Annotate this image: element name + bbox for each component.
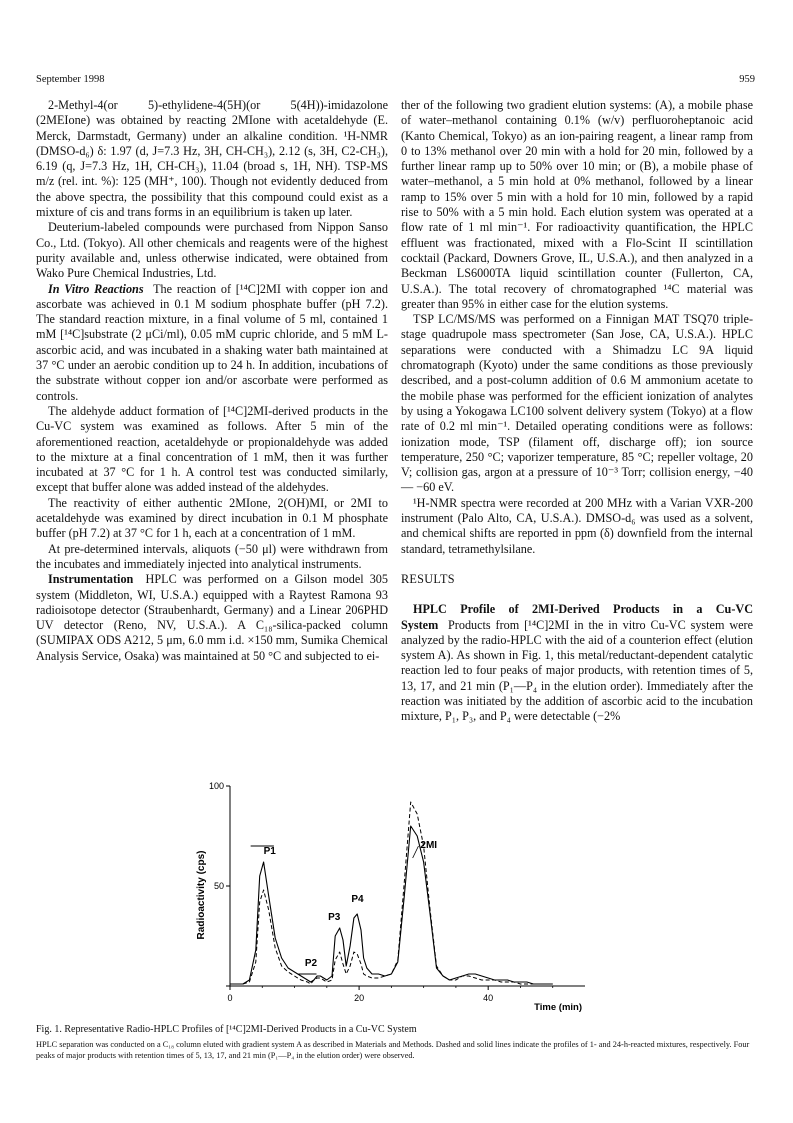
figure-caption — [36, 1024, 758, 1061]
section-heading-results: RESULTS — [401, 571, 455, 586]
x-ticks — [227, 986, 552, 1003]
paragraph: Deuterium-labeled compounds were purchased from Nippon Sanso Co., Ltd. (Tokyo). All other chemicals and reagents were of the highest purity available and, unless otherwise indicated, were obtained from Wako Pure Chemical Industries, Ltd. — [36, 220, 388, 281]
x-tick-label: 40 — [483, 993, 494, 1003]
x-tick-label: 20 — [354, 993, 365, 1003]
paragraph: The reactivity of either authentic 2MIone, 2(OH)MI, or 2MI to acetaldehyde was examined by direct incubation in 0.1 M phosphate buffer (pH 7.2) at 37 °C for 1 h, each at a concentration of 1 mM. — [36, 495, 388, 541]
y-axis-label: Radioactivity (cps) — [196, 850, 207, 940]
running-header-date: September 1998 — [36, 74, 105, 85]
paragraph — [36, 572, 388, 664]
paragraph: At pre-determined intervals, aliquots (−50 μl) were withdrawn from the incubates and immediately injected into analytical instruments. — [36, 541, 388, 571]
run-in-heading: Instrumentation — [48, 572, 134, 587]
caption-body: HPLC separation was conducted on a C₁₈ column eluted with gradient system A as described in Materials and Methods. Dashed and solid lines indicate the profiles of 1- and 24-h-reacted mixtures, respectively. Four peaks of major products with retention times of 5, 13, 17, and 21 min (P₁—P₄ in the elution order) were observed. — [36, 1040, 750, 1060]
paragraph: 2-Methyl-4(or 5)-ethylidene-4(5H)(or 5(4H))-imidazolone (2MEIone) was obtained by reacting 2MIone with acetaldehyde (E. Merck, Darmstadt, Germany) under an alkaline condition. ¹H-NMR (DMSO-d₆) δ: 1.97 (d, J=7.3 Hz, 3H, CH-CH₃), 2.12 (s, 3H, C2-CH₃), 6.19 (q, J=7.3 Hz, 1H, CH-CH₃), 11.04 (broad s, 1H, NH). TSP-MS m/z (rel. int. %): 125 (MH⁺, 100). Though not evidently deduced from the above spectra, the possibility that this compound could exist as a mixture of cis and trans forms in an equilibrium is taken up later. — [36, 98, 388, 220]
left-text-column — [36, 98, 388, 664]
paragraph: The aldehyde adduct formation of [¹⁴C]2MI-derived products in the Cu-VC system was examined as follows. After 5 min of the aforementioned reaction, acetaldehyde or propionaldehyde was added to the mixture at a final concentration of 1 mM, then it was further incubated at 37 °C for 1 h. A control test was conducted similarly, except that buffer alone was added instead of the aldehydes. — [36, 403, 388, 495]
peak-label: P4 — [351, 894, 364, 905]
run-in-heading: In Vitro Reactions — [48, 281, 144, 296]
caption-title: Fig. 1. Representative Radio-HPLC Profiles of [¹⁴C]2MI-Derived Products in a Cu-VC System — [36, 1024, 417, 1035]
paragraph: ther of the following two gradient elution systems: (A), a mobile phase of water–methanol containing 0.1% (w/v) perfluoroheptanoic acid (Kanto Chemical, Tokyo) as an ion-pairing reagent, a linear ramp from 0 to 13% methanol over 20 min with a hold for 20 min, followed by a further linear ramp up to 50% over 10 min; or (B), a mobile phase of water–methanol, a 5 min hold at 0% methanol, followed by a linear ramp to 15% over 5 min with a hold for 10 min, followed by a rapid rise to 50% with a 5 min hold. Each elution system was operated at a flow rate of 1 ml min⁻¹. For radioactivity quantification, the HPLC effluent was fractionated, mixed with a Flo-Scint II scintillation cocktail (Packard, Downers Grove, IL, U.S.A.), and then analyzed in a Beckman LS6000TA liquid scintillation counter (Fullerton, CA, U.S.A.). The total recovery of chromatographed ¹⁴C material was greater than 95% in either case for the elution systems. — [401, 98, 753, 311]
peak-label: P2 — [304, 958, 318, 969]
paragraph-text: Products from [¹⁴C]2MI in the in vitro Cu-VC system were analyzed by the radio-HPLC with the aid of a counterion effect (elution system A). As shown in Fig. 1, this metal/reductant-dependent catalytic reaction led to four peaks of major products, with retention times of 5, 13, 17, and 21 min (P₁—P₄ in the elution order). Immediately after the reaction was initiated by the addition of ascorbic acid to the incubation mixture, P₁, P₃, and P₄ were detectable (−2% — [401, 617, 754, 724]
series-lines — [230, 802, 553, 984]
paragraph — [401, 602, 753, 724]
paragraph-text: The reaction of [¹⁴C]2MI with copper ion and ascorbate was achieved in 0.1 M sodium phosphate buffer (pH 7.2). The standard reaction mixture, in a final volume of 5 ml, contained 1 mM [¹⁴C]substrate (2 μCi/ml), 0.05 mM cupric chloride, and 5 mM L-ascorbic acid, and was incubated in a shaking water bath maintained at 37 °C under an aerobic condition up to 24 h. In addition, incubations of the substrate without copper ion and/or ascorbate were performed as controls. — [36, 281, 388, 403]
paragraph: TSP LC/MS/MS was performed on a Finnigan MAT TSQ70 triple-stage quadrupole mass spectrometer (San Jose, CA, U.S.A.). HPLC separations were conducted with a Shimadzu LC 9A liquid chromatograph (Kyoto) under the same conditions as those previously described, and a post-column addition of 0.6 M ammonium acetate to the mobile phase was performed for the efficient ionization of analytes by using a Yokogawa LC100 solvent delivery system (Tokyo) at a flow rate of 0.2 ml min⁻¹. Detailed operating conditions were as follows: ionization mode, TSP (filament off, discharge off); ion source temperature, 250 °C; vaporizer temperature, 85 °C; repeller voltage, 20 V; collision gas, argon at a pressure of 10⁻³ Torr; collision energy, −40— −60 eV. — [401, 312, 753, 495]
x-axis-label: Time (min) — [534, 1002, 582, 1013]
peak-pointer — [413, 846, 419, 858]
peak-annotations — [251, 840, 438, 974]
x-tick-label: 0 — [227, 993, 233, 1003]
paragraph — [36, 282, 388, 404]
y-tick-label: 100 — [208, 781, 224, 791]
paragraph-text: HPLC was performed on a Gilson model 305 system (Middleton, WI, U.S.A.) equipped with a Raytest Ramona 93 radioisotope detector (Straubenhardt, Germany) and a Linear 206PHD UV detector (Reno, NV, U.S.A.). A C₁₈-silica-packed column (SUMIPAX ODS A212, 5 μm, 6.0 mm i.d. ×150 mm, Sumika Chemical Analysis Service, Osaka) was maintained at 50 °C and subjected to ei- — [36, 572, 388, 663]
peak-label: 2MI — [420, 840, 438, 851]
hplc-chromatogram — [190, 770, 610, 1015]
solid-profile-line — [230, 826, 553, 984]
y-tick-label: 50 — [213, 881, 224, 891]
peak-label: P3 — [328, 912, 341, 923]
paragraph: ¹H-NMR spectra were recorded at 200 MHz with a Varian VXR-200 instrument (Palo Alto, CA, U.S.A.). DMSO-d₆ was used as a solvent, and chemical shifts are reported in ppm (δ) downfield from the internal standard, tetramethylsilane. — [401, 495, 753, 556]
y-ticks — [209, 781, 230, 986]
page-number: 959 — [739, 74, 755, 85]
right-text-column — [401, 98, 753, 725]
figure-1 — [190, 770, 610, 1015]
dashed-profile-line — [230, 802, 553, 984]
peak-label: P1 — [263, 846, 276, 857]
run-in-heading: HPLC Profile of 2MI-Derived Products in a Cu-VC System — [401, 602, 753, 632]
